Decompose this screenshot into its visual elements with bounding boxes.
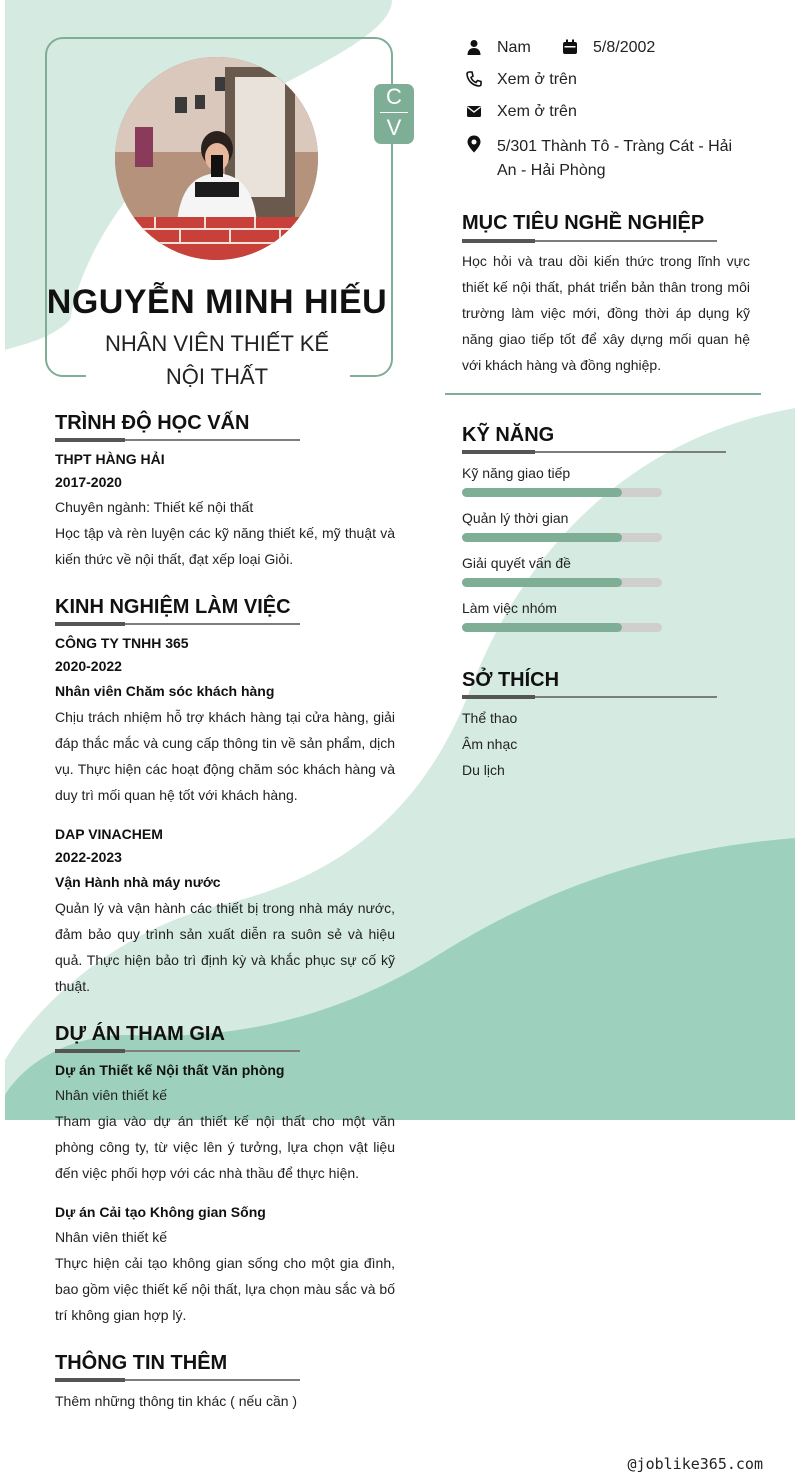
skill-bar (462, 488, 662, 497)
skill-label: Giải quyết vấn đề (462, 555, 571, 571)
skill-label: Quản lý thời gian (462, 510, 569, 526)
location-pin-icon (466, 135, 482, 153)
avatar (115, 57, 318, 260)
experience-position: Vận Hành nhà máy nước (55, 874, 221, 890)
extra-text: Thêm những thông tin khác ( nếu cần ) (55, 1393, 298, 1409)
education-title-underline (55, 439, 300, 441)
job-title-line2: NỘI THẤT (165, 364, 269, 389)
experience-desc: Quản lý và vận hành các thiết bị trong nhà máy nước, đảm bảo quy trình sản xuất diễn ra suôn sẻ và hiệu quả. Thực hiện bảo trì định kỳ và khắc phục sự cố kỹ thuật. (55, 900, 395, 994)
cv-badge-top: C (386, 84, 402, 109)
extra-title: THÔNG TIN THÊM (55, 1352, 228, 1374)
objective-title: MỤC TIÊU NGHỀ NGHIỆP (462, 212, 705, 234)
cv-badge (374, 84, 414, 144)
address-line2: An - Hải Phòng (497, 162, 606, 179)
skill-bar (462, 623, 662, 632)
job-title-line1: NHÂN VIÊN THIẾT KẾ (104, 331, 330, 356)
education-major: Chuyên ngành: Thiết kế nội thất (55, 499, 254, 515)
hobbies-title-underline (462, 696, 717, 698)
candidate-name: NGUYỄN MINH HIẾU (46, 283, 388, 321)
cv-badge-bottom: V (386, 115, 402, 140)
project-desc: Thực hiện cải tạo không gian sống cho một gia đình, bao gồm việc thiết kế nội thất, lựa chọn màu sắc và bố trí không gian hợp lý. (55, 1255, 395, 1323)
skill-bar-fill (462, 533, 622, 542)
skill-bar-fill (462, 488, 622, 497)
projects-title: DỰ ÁN THAM GIA (55, 1023, 225, 1045)
experience-years: 2022-2023 (55, 849, 122, 865)
education-desc: Học tập và rèn luyện các kỹ năng thiết kế, mỹ thuật và kiến thức về nội thất, đạt xếp loại Giỏi. (55, 525, 395, 567)
skill-bar (462, 578, 662, 587)
job-title (45, 327, 389, 393)
experience-years: 2020-2022 (55, 658, 122, 674)
birthday-value: 5/8/2002 (593, 39, 656, 56)
extra-title-underline (55, 1379, 300, 1381)
person-icon (466, 39, 482, 55)
phone-value: Xem ở trên (497, 71, 577, 88)
education-school: THPT HÀNG HẢI (55, 451, 165, 467)
address-value (497, 135, 732, 183)
skill-label: Làm việc nhóm (462, 600, 557, 616)
phone-icon (466, 71, 482, 87)
footer-watermark: @joblike365.com (627, 1455, 763, 1473)
projects-title-underline (55, 1050, 300, 1052)
calendar-icon (562, 39, 578, 55)
education-title: TRÌNH ĐỘ HỌC VẤN (55, 412, 250, 434)
email-value: Xem ở trên (497, 103, 577, 120)
gender-value: Nam (497, 39, 531, 56)
hobby-item: Du lịch (462, 762, 505, 778)
experience-position: Nhân viên Chăm sóc khách hàng (55, 683, 275, 699)
hobbies-title: SỞ THÍCH (462, 669, 560, 691)
project-desc: Tham gia vào dự án thiết kế nội thất cho một văn phòng công ty, từ việc lên ý tưởng, lựa chọn vật liệu đến việc phối hợp với các nhà thầu để thực hiện. (55, 1113, 395, 1181)
experience-title-underline (55, 623, 300, 625)
address-line1: 5/301 Thành Tô - Tràng Cát - Hải (497, 138, 733, 155)
skills-title-underline (462, 451, 726, 453)
education-years: 2017-2020 (55, 474, 122, 490)
skill-bar-fill (462, 578, 622, 587)
project-name: Dự án Cải tạo Không gian Sống (55, 1204, 266, 1220)
skill-label: Kỹ năng giao tiếp (462, 465, 571, 481)
objective-text: Học hỏi và trau dồi kiến thức trong lĩnh vực thiết kế nội thất, phát triển bản thân trong môi trường làm việc mới, đồng thời áp dụng kỹ năng giao tiếp tốt để xây dựng mối quan hệ với khách hàng và đồng nghiệp. (462, 253, 750, 373)
project-role: Nhân viên thiết kế (55, 1087, 168, 1103)
experience-company: DAP VINACHEM (55, 826, 163, 842)
skill-bar-fill (462, 623, 622, 632)
experience-desc: Chịu trách nhiệm hỗ trợ khách hàng tại cửa hàng, giải đáp thắc mắc và cung cấp thông tin về sản phẩm, dịch vụ. Thực hiện các hoạt động chăm sóc khách hàng và duy trì mối quan hệ tốt với khách hàng. (55, 709, 395, 803)
skill-bar (462, 533, 662, 542)
hobby-item: Thể thao (462, 710, 518, 726)
avatar-photo (115, 57, 318, 260)
project-role: Nhân viên thiết kế (55, 1229, 168, 1245)
right-column-divider (445, 393, 761, 395)
experience-company: CÔNG TY TNHH 365 (55, 635, 189, 651)
project-name: Dự án Thiết kế Nội thất Văn phòng (55, 1062, 285, 1078)
email-icon (466, 103, 482, 119)
skills-title: KỸ NĂNG (462, 424, 555, 446)
experience-title: KINH NGHIỆM LÀM VIỆC (55, 596, 291, 618)
objective-title-underline (462, 240, 717, 242)
hobby-item: Âm nhạc (462, 736, 518, 752)
